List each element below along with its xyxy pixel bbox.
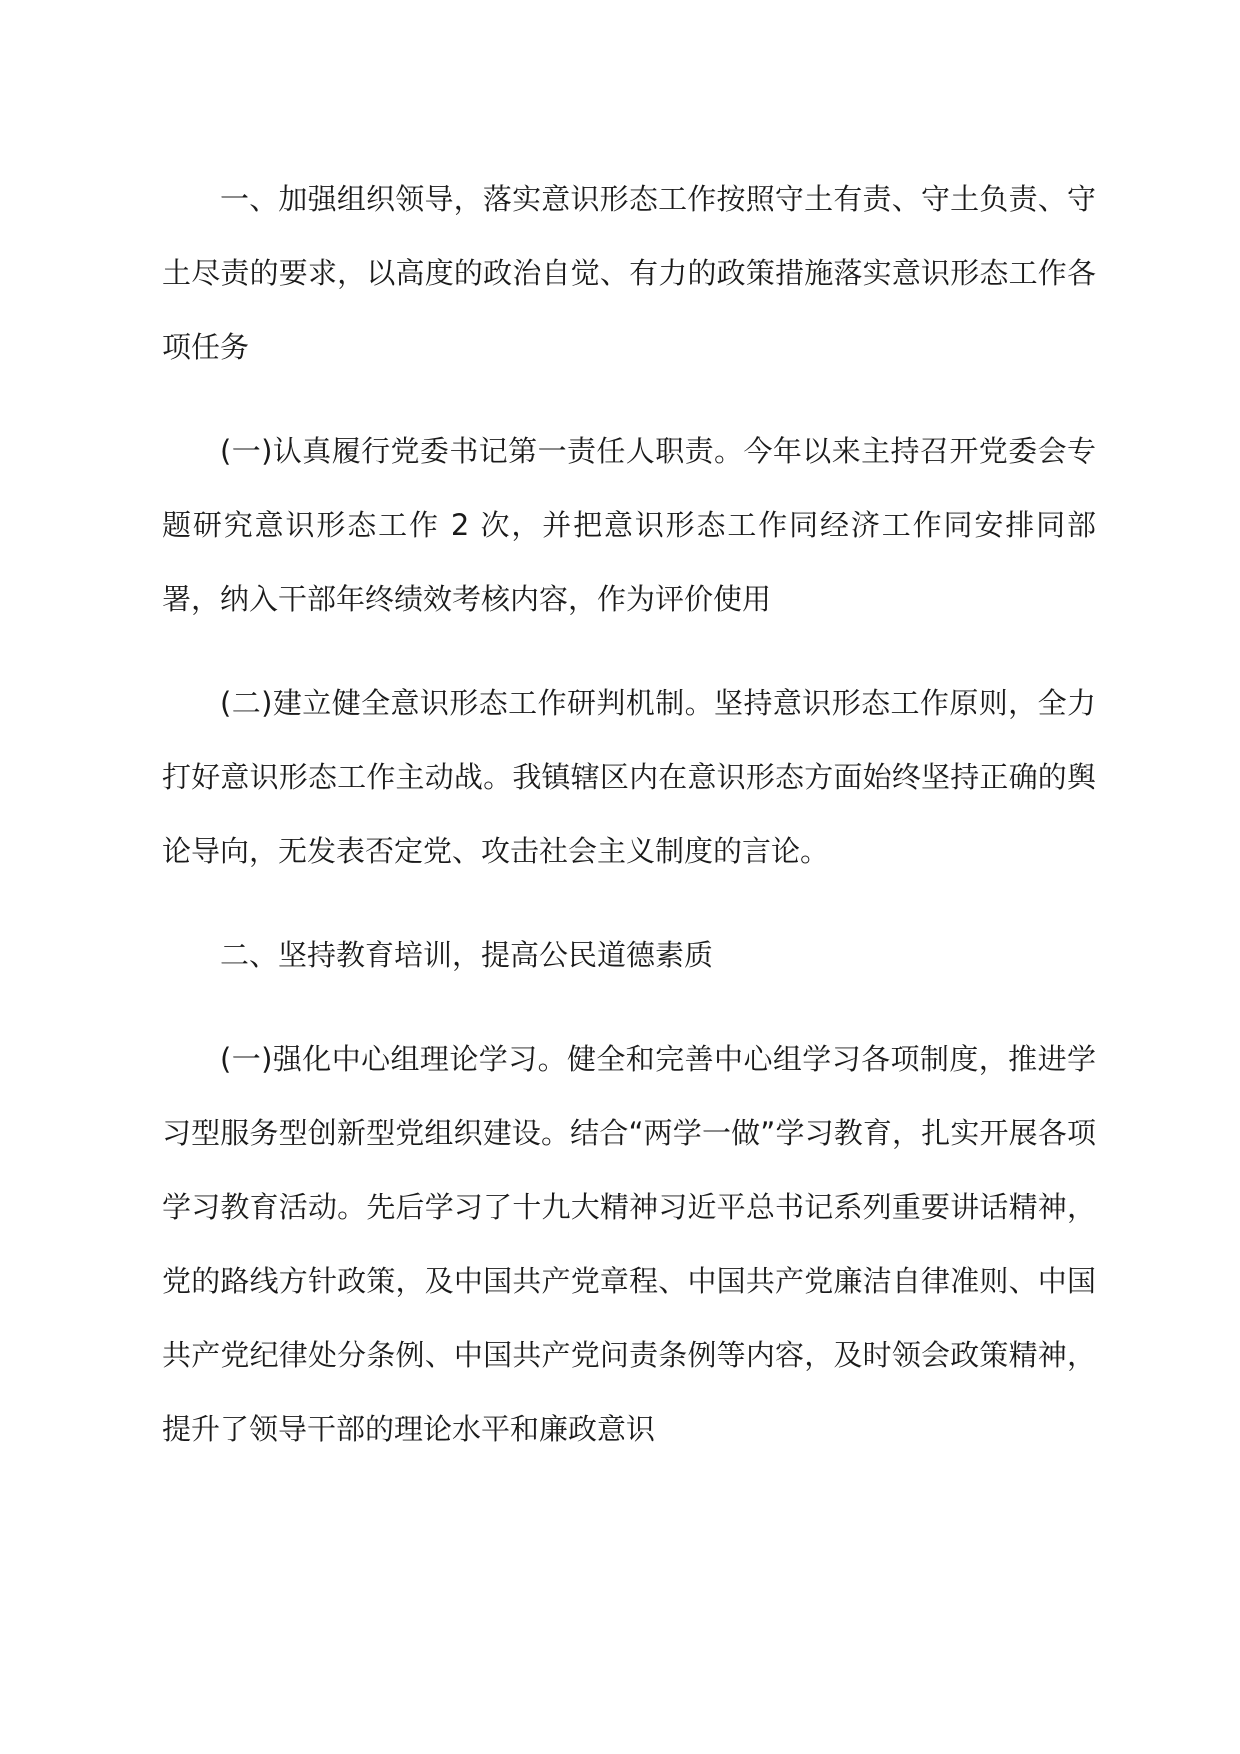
document-body (162, 162, 1096, 1466)
paragraph-gap (162, 384, 1096, 414)
paragraph-gap (162, 636, 1096, 666)
subsection-paragraph-1-2: (二)建立健全意识形态工作研判机制。坚持意识形态工作原则，全力打好意识形态工作主动战。我镇辖区内在意识形态方面始终坚持正确的舆论导向，无发表否定党、攻击社会主义制度的言论。 (162, 686, 1096, 868)
subsection-paragraph-1-1: (一)认真履行党委书记第一责任人职责。今年以来主持召开党委会专题研究意识形态工作 2 次，并把意识形态工作同经济工作同安排同部署，纳入干部年终绩效考核内容，作为评价使用 (162, 434, 1096, 616)
paragraph-gap (162, 992, 1096, 1022)
section-heading-1: 一、加强组织领导，落实意识形态工作按照守土有责、守土负责、守土尽责的要求，以高度的政治自觉、有力的政策措施落实意识形态工作各项任务 (162, 182, 1096, 364)
paragraph-gap (162, 888, 1096, 918)
subsection-paragraph-2-1: (一)强化中心组理论学习。健全和完善中心组学习各项制度，推进学习型服务型创新型党组织建设。结合“两学一做”学习教育，扎实开展各项学习教育活动。先后学习了十九大精神习近平总书记系列重要讲话精神，党的路线方针政策，及中国共产党章程、中国共产党廉洁自律准则、中国共产党纪律处分条例、中国共产党问责条例等内容，及时领会政策精神，提升了领导干部的理论水平和廉政意识 (162, 1042, 1096, 1446)
section-heading-2: 二、坚持教育培训，提高公民道德素质 (220, 938, 714, 972)
